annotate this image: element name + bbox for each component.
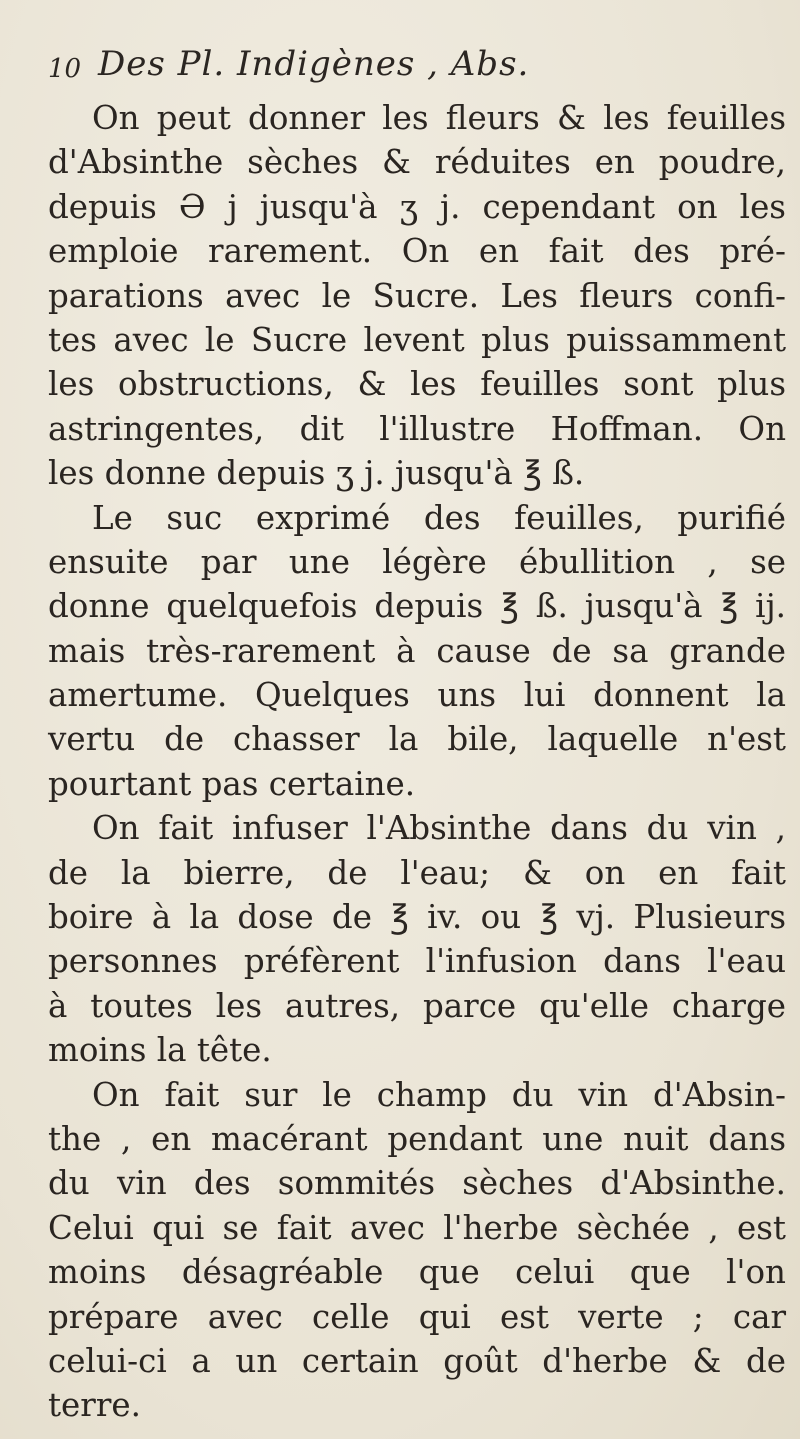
text-line: d'Absinthe sèches & réduites en poudre,: [48, 143, 786, 182]
text-line: Le suc exprimé des feuilles, purifié: [92, 498, 786, 537]
text-line: boire à la dose de ℥ iv. ou ℥ vj. Plusieurs: [48, 898, 786, 937]
text-line: vertu de chasser la bile, laquelle n'est: [48, 720, 786, 759]
text-line: pourtant pas certaine.: [48, 764, 416, 803]
text-line: moins désagréable que celui que l'on: [48, 1253, 786, 1292]
page-number: 10: [48, 54, 82, 84]
text-line: On peut donner les fleurs & les feuilles: [92, 99, 786, 137]
text-line: astringentes, dit l'illustre Hoffman. On: [48, 409, 786, 448]
text-line: emploie rarement. On en fait des pré-: [48, 232, 786, 271]
text-line: the , en macérant pendant une nuit dans: [48, 1119, 786, 1158]
text-line: On fait sur le champ du vin d'Absin-: [92, 1075, 786, 1114]
text-line: terre.: [48, 1386, 141, 1425]
text-line: Celui qui se fait avec l'herbe sèchée , est: [48, 1208, 786, 1247]
text-line: depuis Ə j jusqu'à ʒ j. cependant on les: [48, 187, 786, 226]
text-line: mais très-rarement à cause de sa grande: [48, 631, 786, 670]
body-text: [48, 96, 786, 1428]
text-line: parations avec le Sucre. Les fleurs confi-: [48, 276, 786, 315]
text-line: à toutes les autres, parce qu'elle charge: [48, 986, 786, 1025]
text-line: amertume. Quelques uns lui donnent la: [48, 676, 786, 715]
text-line: donne quelquefois depuis ℥ ß. jusqu'à ℥ ij.: [48, 587, 786, 626]
text-line: ensuite par une légère ébullition , se: [48, 542, 786, 581]
text-line: les obstructions, & les feuilles sont plus: [48, 365, 786, 404]
text-line: On fait infuser l'Absinthe dans du vin ,: [92, 809, 786, 848]
text-line: celui-ci a un certain goût d'herbe & de: [48, 1341, 786, 1380]
page-header: [48, 44, 788, 100]
text-line: du vin des sommités sèches d'Absinthe.: [48, 1164, 786, 1203]
text-line: prépare avec celle qui est verte ; car: [48, 1297, 786, 1336]
text-line: les donne depuis ʒ j. jusqu'à ℥ ß.: [48, 454, 585, 493]
running-title: Des Pl. Indigènes , Abs.: [98, 44, 530, 84]
text-line: de la bierre, de l'eau; & on en fait: [48, 853, 786, 892]
text-line: tes avec le Sucre levent plus puissamment: [48, 320, 786, 359]
text-line: personnes préfèrent l'infusion dans l'eau: [48, 942, 786, 981]
text-line: moins la tête.: [48, 1031, 272, 1070]
